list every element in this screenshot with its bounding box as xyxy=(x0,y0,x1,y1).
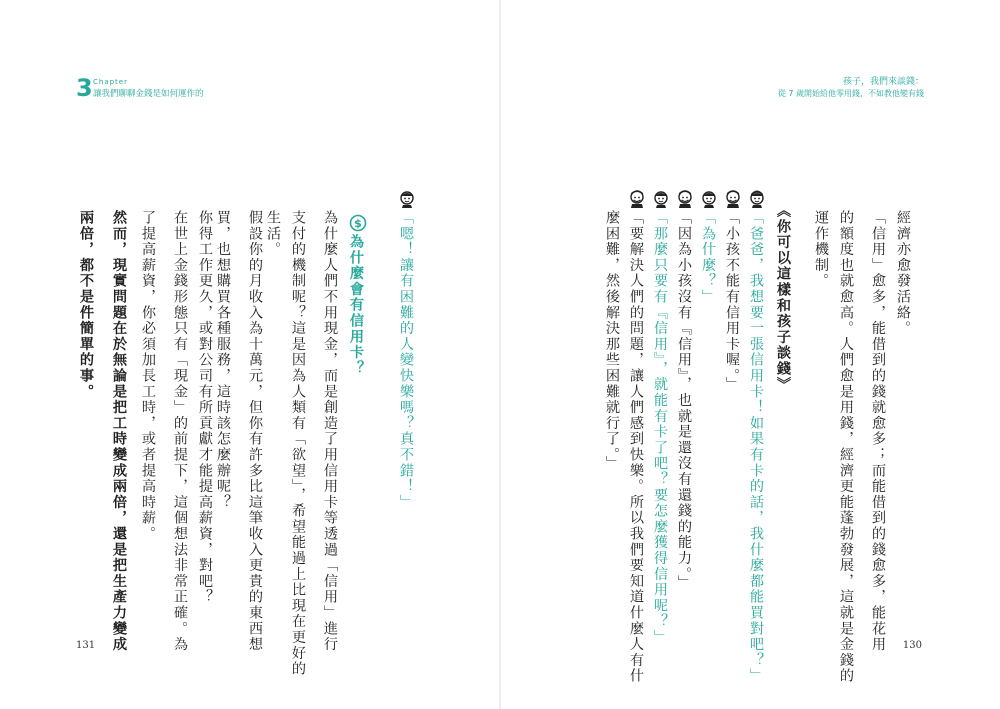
parent-face-icon xyxy=(724,188,742,208)
parent-dialogue: 「要解決人們的問題，讓人們感到快樂。所以我們要知道什麼人有什 xyxy=(628,210,644,684)
body-column: 「信用」愈多，能借到的錢就愈多；而能借到的錢愈多，能花用 xyxy=(870,210,886,653)
svg-text:$: $ xyxy=(354,217,362,230)
body-column: 買，也想購買各種服務，這時該怎麼辦呢？ xyxy=(215,210,231,511)
child-dialogue: 「為什麼？」 xyxy=(700,210,716,305)
child-face-icon xyxy=(652,188,670,208)
dialogue-heading: 《你可以這樣和孩子談錢》 xyxy=(775,203,791,393)
page-number-left: 131 xyxy=(76,640,96,651)
dollar-coin-icon xyxy=(349,214,367,232)
parent-dialogue: 麼困難，然後解決那些困難就行了。」 xyxy=(604,210,620,472)
parent-face-icon xyxy=(628,188,646,208)
book-title: 孩子，我們來談錢： xyxy=(842,77,924,87)
chapter-label: Chapter xyxy=(93,78,128,86)
section-heading: 為什麼會有信用卡？ xyxy=(348,234,364,377)
book-subtitle: 從 7 歲開始給他零用錢，不如教他變有錢 xyxy=(777,89,924,98)
body-column: 運作機制。 xyxy=(813,210,829,289)
child-face-icon xyxy=(748,188,766,208)
chapter-number: 3 xyxy=(76,74,93,102)
parent-face-icon xyxy=(676,188,694,208)
child-dialogue: 「嗯！讓有困難的人變快樂嗎？真不錯！」 xyxy=(398,210,414,511)
body-column: 經濟亦愈發活絡。 xyxy=(895,210,911,337)
body-column: 在世上金錢形態只有「現金」的前提下，這個想法非常正確。為 xyxy=(172,210,188,653)
child-face-icon xyxy=(398,188,416,208)
child-dialogue: 「那麼只要有『信用』，就能有卡了吧？要怎麼獲得信用呢？」 xyxy=(652,210,668,646)
body-column: 支付的機制呢？這是因為人類有「欲望」，希望能過上比現在更好的 xyxy=(290,210,306,677)
child-dialogue: 「爸爸，我想要一張信用卡！如果有卡的話，我什麼都能買對吧？」 xyxy=(748,210,764,684)
book-header xyxy=(778,76,924,99)
body-column-emphasis: 兩倍，都不是件簡單的事。 xyxy=(78,210,94,400)
parent-dialogue: 「因為小孩沒有『信用』，也就是還沒有還錢的能力。」 xyxy=(676,210,692,591)
body-column: 了提高薪資，你必須加長工時，或者提高時薪。 xyxy=(140,210,156,542)
page-number-right: 130 xyxy=(902,640,922,651)
chapter-title: 讓我們聊聊金錢是如何運作的 xyxy=(93,89,204,99)
body-column: 你得工作更久，或對公司有所貢獻才能提高薪資，對吧？ xyxy=(197,210,213,605)
body-column: 為什麼人們不用現金，而是創造了用信用卡等透過「信用」進行 xyxy=(322,210,338,653)
child-face-icon xyxy=(700,188,718,208)
parent-dialogue: 「小孩不能有信用卡喔。」 xyxy=(724,210,740,393)
page-gutter xyxy=(499,0,501,709)
body-column: 生活。 xyxy=(265,210,281,258)
body-column-emphasis: 然而，現實問題在於無論是把工時變成兩倍，還是把生產力變成 xyxy=(111,210,127,653)
body-column: 的額度也就愈高。人們愈是用錢，經濟更能蓬勃發展，這就是金錢的 xyxy=(838,210,854,684)
body-column: 假設你的月收入為十萬元，但你有許多比這筆收入更貴的東西想 xyxy=(247,210,263,653)
